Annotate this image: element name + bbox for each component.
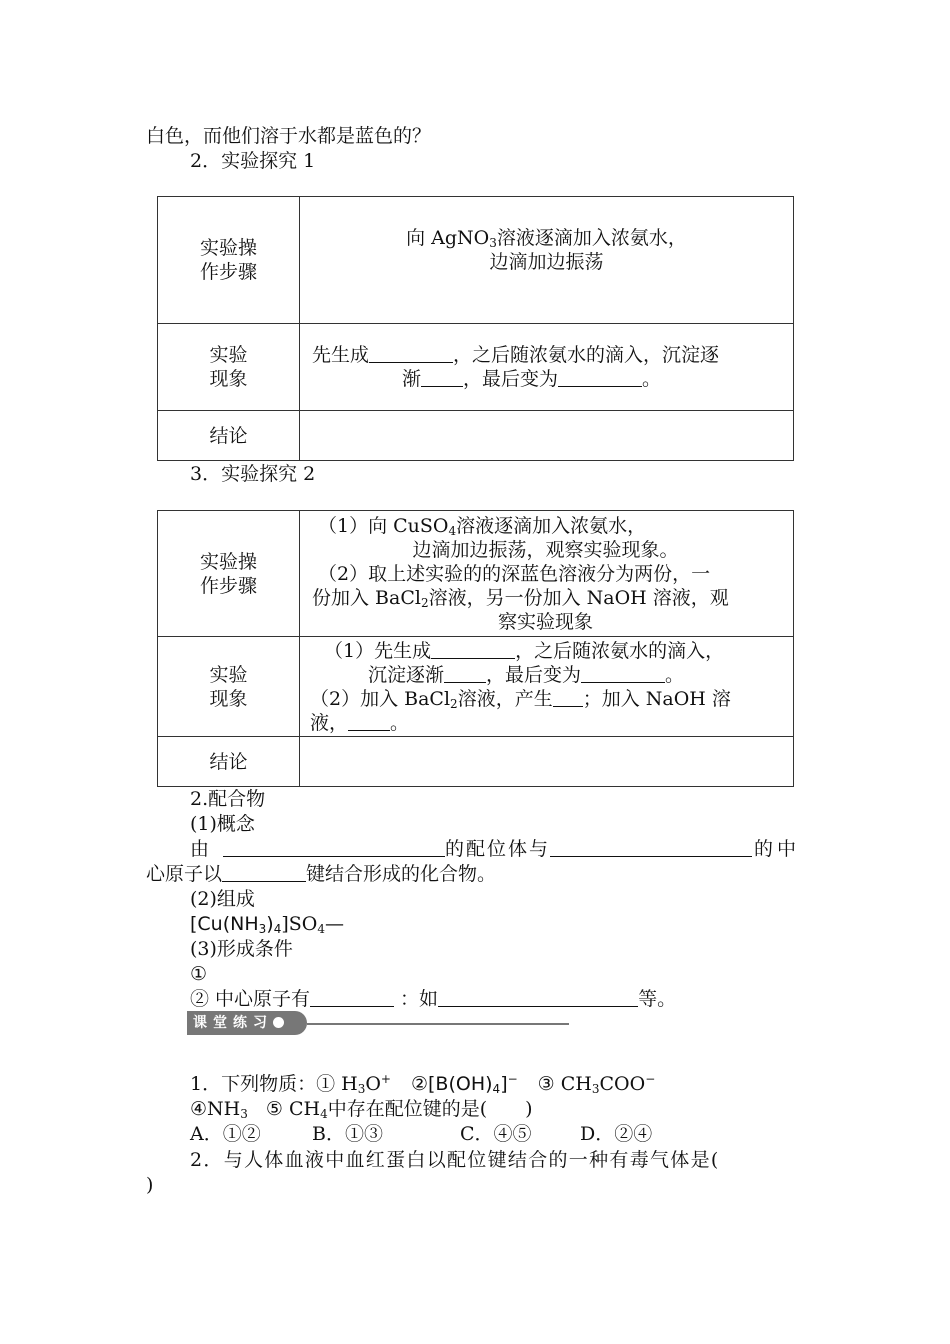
blank[interactable] [421, 368, 463, 387]
exp2-table [157, 510, 794, 787]
conditions-heading: (3)形成条件 [190, 938, 293, 960]
practice-banner: 课堂练习 [187, 1011, 307, 1035]
concept-line2: 心原子以 键结合形成的化合物。 [146, 863, 497, 885]
blank[interactable] [444, 664, 486, 683]
option-b[interactable]: B．①③ [312, 1123, 383, 1145]
blank[interactable] [553, 688, 583, 707]
option-d[interactable]: D．②④ [580, 1123, 653, 1145]
exp1-row-conclusion [158, 411, 794, 461]
blank[interactable] [581, 664, 665, 683]
question-1-cont: $④NH_3$ ⑤ $CH_4$中存在配位键的是( ) [190, 1098, 533, 1121]
exp2-conclusion-label: 结论 [158, 737, 300, 787]
exp2-row-phenomenon [158, 637, 794, 737]
exp1-phenomenon-label: 实验 现象 [158, 324, 300, 411]
condition-1: ① [190, 963, 208, 985]
concept-line1: 由 的配位体与 的中 [190, 838, 801, 860]
exp2-conclusion-cell[interactable] [300, 737, 794, 787]
exp1-operation-label: 实验操 作步骤 [158, 197, 300, 324]
blank[interactable] [558, 368, 642, 387]
exp2-phenomenon-text: （1）先生成 ，之后随浓氨水的滴入， 沉淀逐渐 ，最后变为 。 （2）加入 BaCl$_2$溶液，产生 ；加入 NaOH 溶 液， 。 [300, 637, 794, 737]
blank[interactable] [438, 988, 638, 1007]
exp1-phenomenon-text: 先生成 ，之后随浓氨水的滴入，沉淀逐 渐 ，最后变为 。 [300, 324, 794, 411]
exp1-heading: 2．实验探究 1 [190, 150, 316, 172]
exp2-operation-text: （1）向 CuSO$_4$溶液逐滴加入浓氨水， 边滴加边振荡，观察实验现象。 （2）取上述实验的的深蓝色溶液分为两份，一 份加入 BaCl$_2$溶液，另一份加入 NaOH 溶液，观 察实验现象 [300, 511, 794, 637]
question-2-end: ) [146, 1174, 154, 1196]
option-c[interactable]: C．④⑤ [460, 1123, 532, 1145]
blank[interactable] [310, 988, 394, 1007]
condition-2: ② 中心原子有 ：如 等。 [190, 988, 677, 1010]
question-1: 1．下列物质：① $H_3O^+$ $②[B(OH)_4]^-$ ③ $CH_3COO^-$ [190, 1072, 656, 1096]
bullet-icon [273, 1017, 284, 1028]
exp2-heading: 3．实验探究 2 [190, 463, 316, 485]
blank[interactable] [222, 863, 306, 882]
exp2-row-conclusion [158, 737, 794, 787]
blank[interactable] [348, 712, 390, 731]
exp1-operation-text: 向 AgNO$_3$溶液逐滴加入浓氨水， 边滴加边振荡 [300, 197, 794, 324]
exp1-row-phenomenon [158, 324, 794, 411]
banner-rule [307, 1023, 569, 1025]
exp1-table [157, 196, 794, 461]
composition-formula: $[Cu(NH_3)_4]SO_4—$ [190, 913, 344, 936]
exp2-phenomenon-label: 实验 现象 [158, 637, 300, 737]
exp2-operation-label: 实验操 作步骤 [158, 511, 300, 637]
complex-heading: 2.配合物 [190, 788, 266, 810]
concept-heading: (1)概念 [190, 813, 255, 835]
question-2: 2．与人体血液中血红蛋白以配位键结合的一种有毒气体是( [190, 1149, 720, 1171]
exp1-conclusion-label: 结论 [158, 411, 300, 461]
option-a[interactable]: A．①② [190, 1123, 261, 1145]
composition-heading: (2)组成 [190, 888, 255, 910]
blank[interactable] [431, 640, 515, 659]
exp1-row-operation [158, 197, 794, 324]
exp2-row-operation [158, 511, 794, 637]
blank[interactable] [223, 838, 445, 857]
exp1-conclusion-cell[interactable] [300, 411, 794, 461]
blank[interactable] [369, 344, 453, 363]
blank[interactable] [550, 838, 752, 857]
question-1-options [190, 1122, 652, 1146]
intro-line: 白色，而他们溶于水都是蓝色的？ [146, 125, 432, 147]
